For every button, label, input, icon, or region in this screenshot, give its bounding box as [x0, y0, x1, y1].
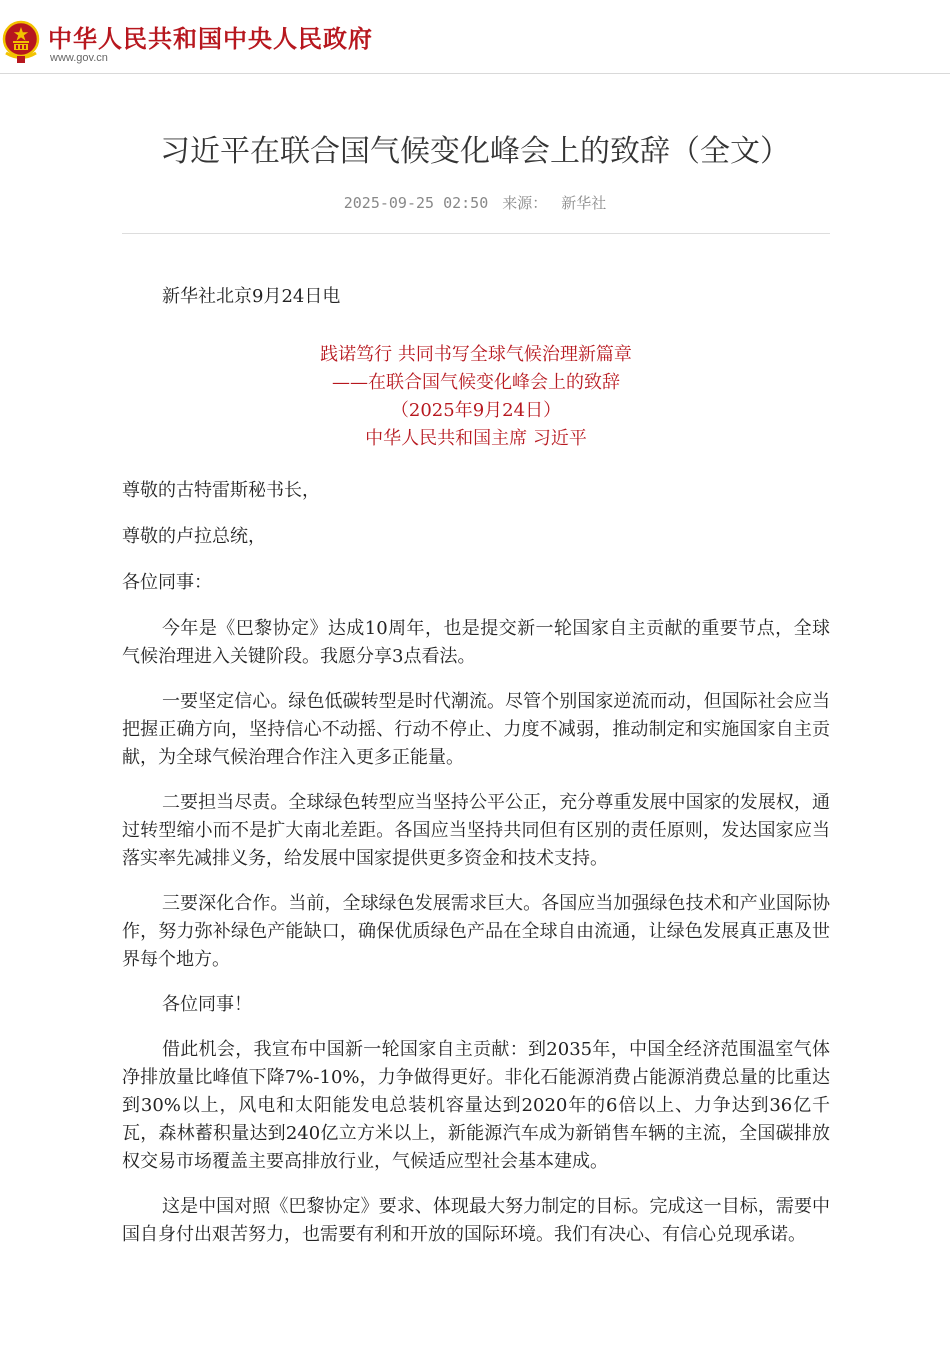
speaker: 中华人民共和国主席 习近平: [365, 428, 587, 449]
site-header: [0, 0, 950, 74]
article-title: 习近平在联合国气候变化峰会上的致辞（全文）: [160, 134, 790, 169]
paragraph: 各位同事！: [162, 994, 252, 1015]
salutation: 尊敬的卢拉总统，: [122, 526, 266, 547]
publish-date: 2025-09-25 02:50: [343, 194, 489, 212]
national-emblem-icon[interactable]: [2, 20, 40, 64]
paragraph: 三要深化合作。当前，全球绿色发展需求巨大。各国应当加强绿色技术和产业国际协作，努力弥补绿色产能缺口，确保优质绿色产品在全球自由流通，让绿色发展真正惠及世界每个地方。: [122, 893, 830, 970]
speech-title: 践诺笃行 共同书写全球气候治理新篇章: [320, 344, 632, 365]
article-meta: [0, 192, 950, 213]
site-name[interactable]: 中华人民共和国中央人民政府: [48, 25, 373, 53]
dateline: 新华社北京9月24日电: [162, 286, 341, 307]
paragraph: 借此机会，我宣布中国新一轮国家自主贡献：到2035年，中国全经济范围温室气体净排放量比峰值下降7%-10%，力争做得更好。非化石能源消费占能源消费总量的比重达到30%以上，风电和太阳能发电总装机容量达到2020年的6倍以上、力争达到36亿千瓦，森林蓄积量达到240亿立方米以上，新能源汽车成为新销售车辆的主流，全国碳排放权交易市场覆盖主要高排放行业，气候适应型社会基本建成。: [122, 1039, 830, 1172]
salutation: 尊敬的古特雷斯秘书长，: [122, 480, 320, 501]
speech-heading: [122, 341, 830, 453]
site-url[interactable]: www.gov.cn: [50, 52, 108, 64]
paragraph: 这是中国对照《巴黎协定》要求、体现最大努力制定的目标。完成这一目标，需要中国自身付出艰苦努力，也需要有利和开放的国际环境。我们有决心、有信心兑现承诺。: [122, 1196, 830, 1245]
article-body: [122, 283, 830, 1266]
salutation: 各位同事：: [122, 572, 212, 593]
paragraph: 一要坚定信心。绿色低碳转型是时代潮流。尽管个别国家逆流而动，但国际社会应当把握正确方向，坚持信心不动摇、行动不停止、力度不减弱，推动制定和实施国家自主贡献，为全球气候治理合作注入更多正能量。: [122, 691, 830, 768]
header-divider: [0, 73, 950, 74]
meta-divider: [122, 233, 830, 234]
speech-date: （2025年9月24日）: [390, 400, 562, 421]
source-label: 来源：: [502, 194, 548, 212]
source-name: 新华社: [561, 194, 607, 212]
paragraph: 二要担当尽责。全球绿色转型应当坚持公平公正，充分尊重发展中国家的发展权，通过转型缩小而不是扩大南北差距。各国应当坚持共同但有区别的责任原则，发达国家应当落实率先减排义务，给发展中国家提供更多资金和技术支持。: [122, 792, 830, 869]
paragraph: 今年是《巴黎协定》达成10周年，也是提交新一轮国家自主贡献的重要节点，全球气候治理进入关键阶段。我愿分享3点看法。: [122, 618, 830, 667]
speech-subtitle: ——在联合国气候变化峰会上的致辞: [332, 372, 620, 393]
